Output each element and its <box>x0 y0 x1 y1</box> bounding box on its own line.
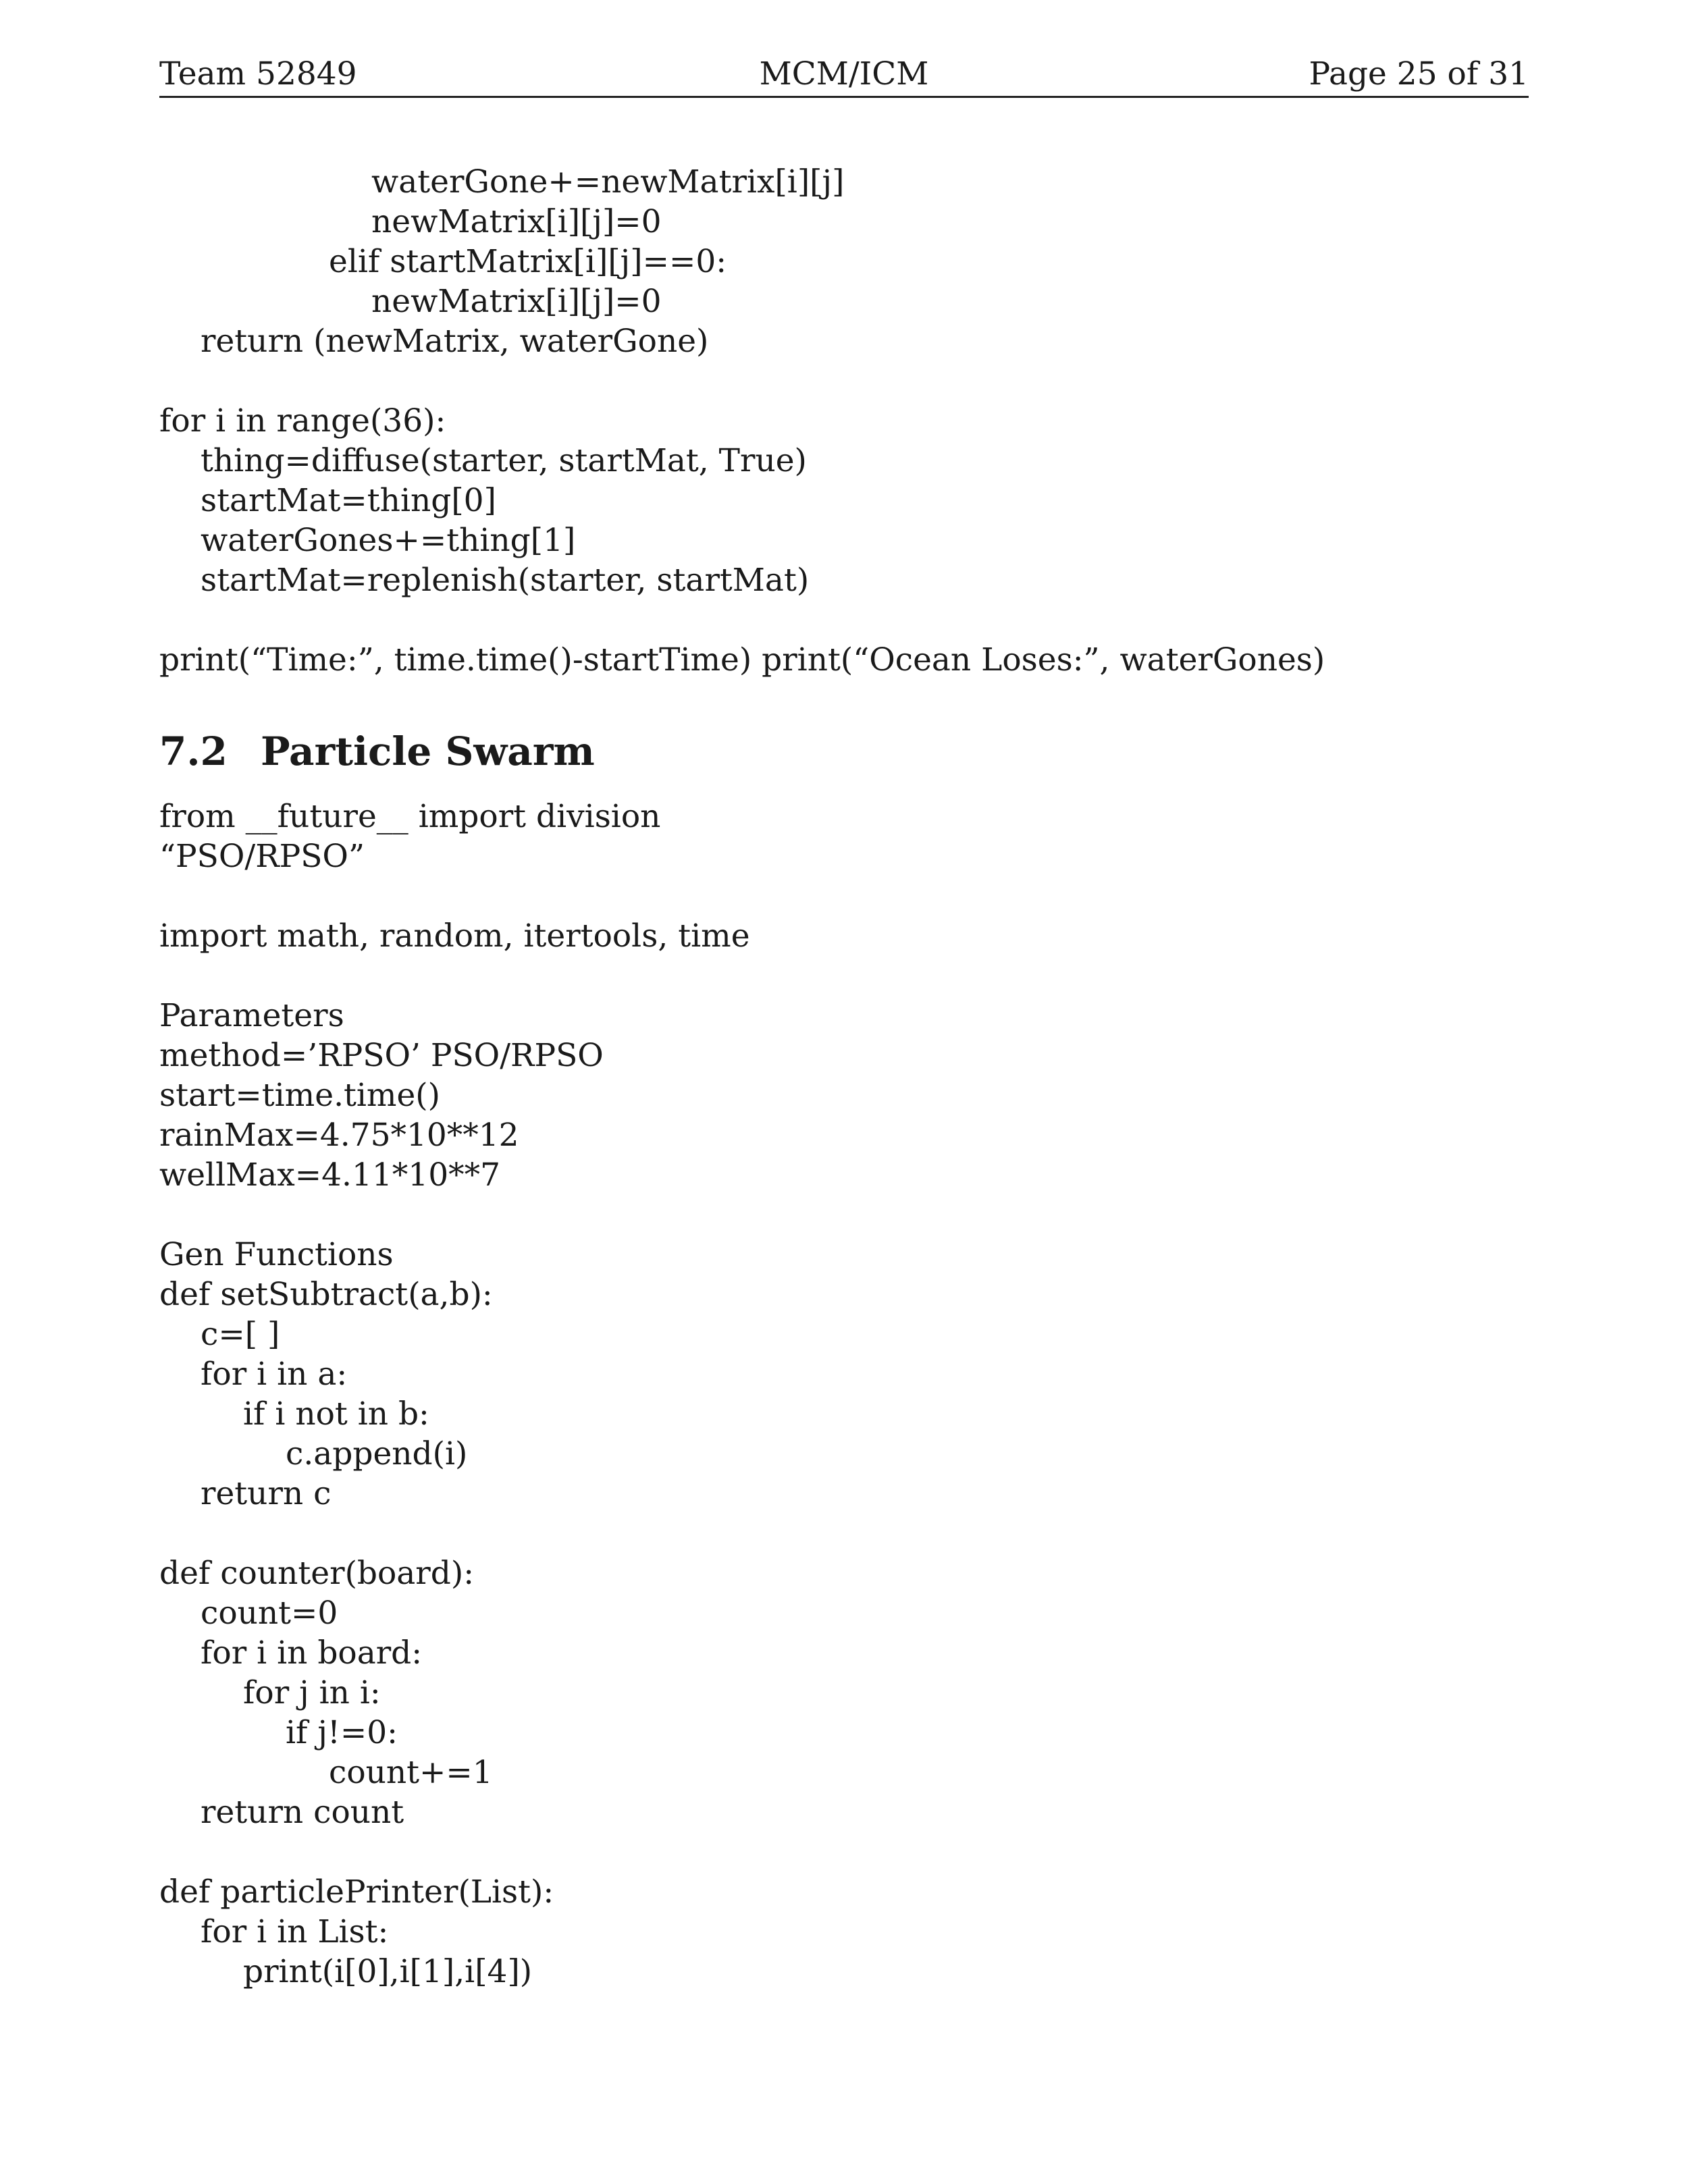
code-line: return count <box>201 1794 404 1831</box>
code-line: elif startMatrix[i][j]==0: <box>329 243 727 280</box>
code-line: count=0 <box>201 1595 338 1632</box>
code-line: for i in board: <box>201 1634 423 1672</box>
code-line: import math, random, itertools, time <box>159 917 750 955</box>
code-line: from __future__ import division <box>159 798 661 835</box>
section-heading <box>159 728 595 775</box>
code-line: if i not in b: <box>243 1395 429 1433</box>
code-line: def setSubtract(a,b): <box>159 1276 493 1313</box>
code-comment: Gen Functions <box>159 1236 394 1273</box>
code-line: c=[ ] <box>201 1316 280 1353</box>
section-title: Particle Swarm <box>261 728 595 774</box>
code-line: startMat=thing[0] <box>201 482 496 519</box>
code-line: start=time.time() <box>159 1077 440 1114</box>
code-line: for j in i: <box>243 1674 381 1711</box>
header-title: MCM/ICM <box>759 55 929 92</box>
code-line: count+=1 <box>329 1754 493 1791</box>
header-team: Team 52849 <box>159 55 357 92</box>
code-line: return c <box>201 1475 332 1512</box>
code-line: for i in a: <box>201 1356 348 1393</box>
section-number: 7.2 <box>159 728 228 774</box>
page-header <box>159 53 1529 98</box>
code-comment: Parameters <box>159 997 344 1034</box>
code-line: startMat=replenish(starter, startMat) <box>201 562 810 599</box>
code-line: wellMax=4.11*10**7 <box>159 1156 500 1194</box>
code-line: def counter(board): <box>159 1555 475 1592</box>
code-line: if j!=0: <box>286 1714 398 1751</box>
code-line: waterGones+=thing[1] <box>201 522 576 559</box>
code-line: return (newMatrix, waterGone) <box>201 323 709 360</box>
code-line: thing=diffuse(starter, startMat, True) <box>201 442 807 479</box>
code-line: for i in List: <box>201 1913 389 1950</box>
code-line: rainMax=4.75*10**12 <box>159 1117 519 1154</box>
code-line: print(i[0],i[1],i[4]) <box>243 1953 533 1990</box>
code-line: newMatrix[i][j]=0 <box>371 203 662 240</box>
header-page-number: Page 25 of 31 <box>1309 55 1529 92</box>
code-line: print(“Time:”, time.time()-startTime) print(“Ocean Loses:”, waterGones) <box>159 641 1325 678</box>
code-line: “PSO/RPSO” <box>159 838 365 875</box>
code-line: newMatrix[i][j]=0 <box>371 283 662 320</box>
code-line: waterGone+=newMatrix[i][j] <box>371 163 845 201</box>
code-line: def particlePrinter(List): <box>159 1873 554 1911</box>
code-line: method=’RPSO’ PSO/RPSO <box>159 1037 604 1074</box>
code-line: for i in range(36): <box>159 402 446 440</box>
code-line: c.append(i) <box>286 1435 468 1472</box>
